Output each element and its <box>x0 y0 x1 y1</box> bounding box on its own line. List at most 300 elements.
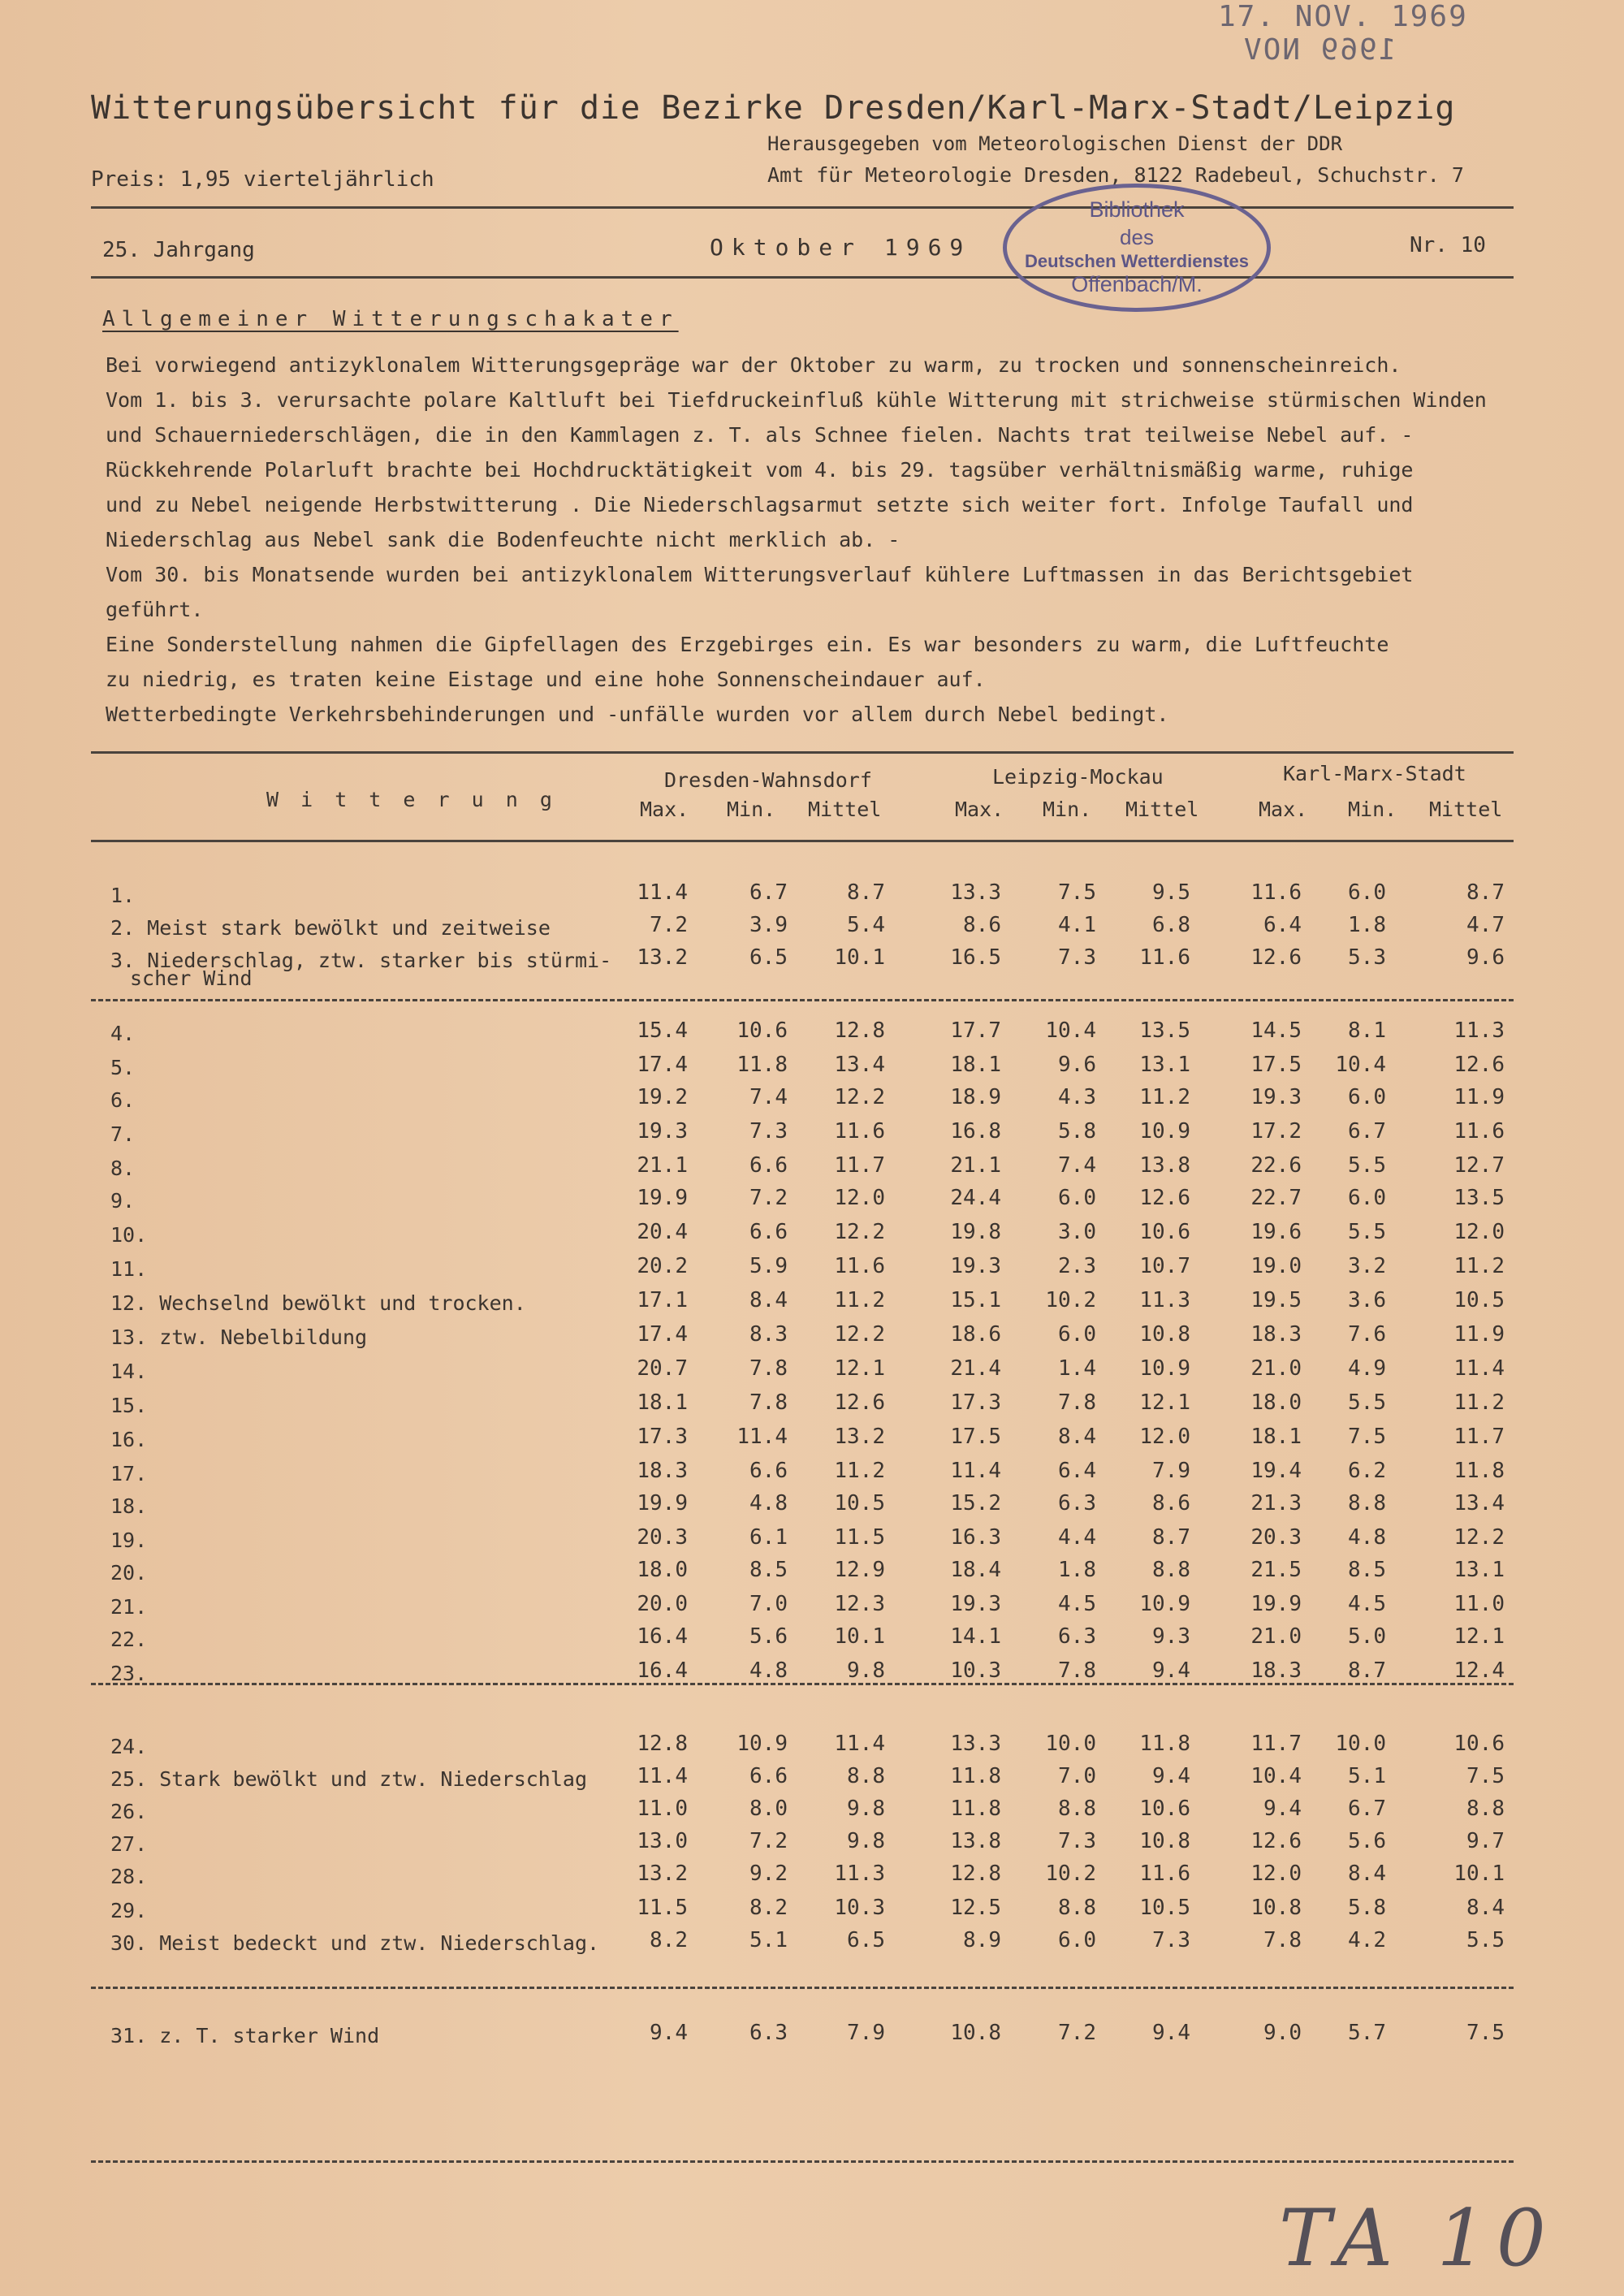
paragraph-line: Bei vorwiegend antizyklonalem Witterungsgepräge war der Oktober zu warm, zu trocken und sonnenscheinreich. <box>106 353 1402 377</box>
table-cell: 19.2 <box>637 1085 688 1109</box>
table-cell: 4.2 <box>1348 1928 1386 1952</box>
table-cell: 12.8 <box>950 1861 1001 1886</box>
subheader-min: Min. <box>1348 798 1397 821</box>
table-cell: 3.2 <box>1348 1254 1386 1278</box>
table-cell: 4.1 <box>1058 913 1096 937</box>
table-cell: 7.0 <box>1058 1764 1096 1788</box>
table-cell: 8.2 <box>650 1928 688 1952</box>
table-cell: 8.7 <box>1466 880 1505 905</box>
paragraph-line: geführt. <box>106 598 204 621</box>
table-cell: 8.2 <box>749 1896 788 1920</box>
table-cell: 10.2 <box>1045 1861 1096 1886</box>
volume-label: 25. Jahrgang <box>102 238 255 262</box>
table-cell: 8.6 <box>1152 1491 1190 1516</box>
table-cell: 9.8 <box>847 1658 885 1683</box>
table-cell: 7.9 <box>847 2021 885 2045</box>
table-cell: 7.8 <box>749 1390 788 1415</box>
table-cell: 10.6 <box>1139 1220 1190 1244</box>
table-cell: 15.4 <box>637 1018 688 1043</box>
day-number: 11. <box>110 1257 148 1281</box>
table-cell: 11.6 <box>834 1119 885 1144</box>
table-cell: 12.0 <box>834 1186 885 1210</box>
table-cell: 13.0 <box>637 1829 688 1853</box>
table-cell: 6.6 <box>749 1459 788 1483</box>
table-cell: 12.6 <box>834 1390 885 1415</box>
table-cell: 12.1 <box>834 1356 885 1381</box>
table-cell: 6.0 <box>1058 1928 1096 1952</box>
table-cell: 8.4 <box>749 1288 788 1312</box>
table-cell: 10.4 <box>1250 1764 1302 1788</box>
header-rule-top <box>91 206 1514 209</box>
table-end-divider <box>91 2160 1514 2163</box>
day-number: 14. <box>110 1360 148 1383</box>
paragraph-line: Vom 30. bis Monatsende wurden bei antizyklonalem Witterungsverlauf kühlere Luftmassen in das Berichtsgebiet <box>106 563 1414 586</box>
day-number: 9. <box>110 1189 136 1213</box>
table-cell: 13.1 <box>1139 1053 1190 1077</box>
table-cell: 17.5 <box>1250 1053 1302 1077</box>
table-cell: 7.2 <box>650 913 688 937</box>
paragraph-line: und zu Nebel neigende Herbstwitterung . Die Niederschlagsarmut setzte sich weiter fort. Infolge Taufall und <box>106 493 1414 517</box>
table-cell: 9.6 <box>1058 1053 1096 1077</box>
received-date-stamp <box>1218 0 1624 67</box>
summary-paragraph <box>106 348 1518 732</box>
table-cell: 21.4 <box>950 1356 1001 1381</box>
table-row-label <box>110 1223 147 1247</box>
table-cell: 19.3 <box>950 1254 1001 1278</box>
station-header-leipzig: Leipzig-Mockau <box>992 765 1164 789</box>
table-cell: 8.4 <box>1058 1425 1096 1449</box>
publisher-line: Herausgegeben vom Meteorologischen Dienst der DDR <box>767 132 1343 155</box>
table-cell: 17.2 <box>1250 1119 1302 1144</box>
table-cell: 6.0 <box>1348 1186 1386 1210</box>
table-cell: 12.0 <box>1250 1861 1302 1886</box>
office-address: Amt für Meteorologie Dresden, 8122 Radebeul, Schuchstr. 7 <box>767 163 1464 187</box>
table-cell: 7.5 <box>1466 1764 1505 1788</box>
table-cell: 10.5 <box>834 1491 885 1516</box>
table-cell: 7.2 <box>1058 2021 1096 2045</box>
table-cell: 4.7 <box>1466 913 1505 937</box>
table-cell: 11.9 <box>1453 1085 1505 1109</box>
subheader-max: Max. <box>955 798 1004 821</box>
table-cell: 18.0 <box>1250 1390 1302 1415</box>
table-cell: 21.0 <box>1250 1356 1302 1381</box>
handwritten-note: TA 10 <box>1279 2193 1556 2284</box>
table-cell: 18.4 <box>950 1558 1001 1582</box>
table-row-label <box>110 1529 147 1552</box>
table-cell: 11.6 <box>1139 1861 1190 1886</box>
table-row-label <box>110 1865 147 1888</box>
day-number: 16. <box>110 1428 148 1451</box>
table-cell: 9.8 <box>847 1797 885 1821</box>
table-cell: 18.6 <box>950 1322 1001 1347</box>
table-cell: 20.0 <box>637 1592 688 1616</box>
table-row-label <box>110 1767 587 1791</box>
table-cell: 2.3 <box>1058 1254 1096 1278</box>
table-cell: 12.6 <box>1250 1829 1302 1853</box>
weather-description: Wechselnd bewölkt und trocken. <box>159 1291 526 1315</box>
table-cell: 3.6 <box>1348 1288 1386 1312</box>
table-cell: 12.2 <box>834 1220 885 1244</box>
table-cell: 7.6 <box>1348 1322 1386 1347</box>
table-cell: 13.4 <box>1453 1491 1505 1516</box>
table-cell: 9.4 <box>1152 1764 1190 1788</box>
table-cell: 19.3 <box>1250 1085 1302 1109</box>
table-cell: 8.1 <box>1348 1018 1386 1043</box>
table-cell: 13.5 <box>1139 1018 1190 1043</box>
table-cell: 7.2 <box>749 1186 788 1210</box>
table-cell: 17.7 <box>950 1018 1001 1043</box>
table-cell: 18.9 <box>950 1085 1001 1109</box>
table-cell: 17.1 <box>637 1288 688 1312</box>
table-cell: 11.2 <box>1453 1390 1505 1415</box>
table-cell: 21.5 <box>1250 1558 1302 1582</box>
table-cell: 6.6 <box>749 1220 788 1244</box>
table-row-label <box>110 1800 147 1823</box>
table-cell: 6.0 <box>1058 1322 1096 1347</box>
table-row-label <box>110 1157 135 1180</box>
table-row-label <box>110 1291 526 1315</box>
table-cell: 10.3 <box>950 1658 1001 1683</box>
table-cell: 8.6 <box>963 913 1001 937</box>
table-cell: 10.9 <box>1139 1592 1190 1616</box>
table-cell: 10.6 <box>736 1018 788 1043</box>
table-cell: 11.5 <box>637 1896 688 1920</box>
table-cell: 19.3 <box>950 1592 1001 1616</box>
period-divider-3 <box>91 1987 1514 1989</box>
table-cell: 13.5 <box>1453 1186 1505 1210</box>
table-row-label <box>110 1832 147 1856</box>
table-cell: 6.7 <box>1348 1119 1386 1144</box>
table-cell: 11.8 <box>950 1764 1001 1788</box>
table-cell: 9.6 <box>1466 945 1505 970</box>
table-cell: 8.4 <box>1348 1861 1386 1886</box>
subheader-min: Min. <box>1043 798 1092 821</box>
table-cell: 6.7 <box>749 880 788 905</box>
table-cell: 11.4 <box>834 1732 885 1756</box>
table-cell: 10.1 <box>834 1624 885 1649</box>
table-cell: 7.4 <box>749 1085 788 1109</box>
table-cell: 10.9 <box>1139 1356 1190 1381</box>
table-cell: 10.3 <box>834 1896 885 1920</box>
table-cell: 6.3 <box>1058 1491 1096 1516</box>
table-cell: 20.7 <box>637 1356 688 1381</box>
table-cell: 9.4 <box>1152 2021 1190 2045</box>
table-cell: 6.4 <box>1263 913 1302 937</box>
table-cell: 7.3 <box>1152 1928 1190 1952</box>
table-cell: 11.3 <box>834 1861 885 1886</box>
table-cell: 18.1 <box>637 1390 688 1415</box>
day-number: 10. <box>110 1223 148 1247</box>
table-cell: 11.6 <box>834 1254 885 1278</box>
table-cell: 4.8 <box>749 1658 788 1683</box>
table-row-label <box>110 1088 135 1112</box>
table-cell: 10.4 <box>1335 1053 1386 1077</box>
table-row-label <box>110 2024 379 2047</box>
day-number: 18. <box>110 1494 148 1518</box>
table-cell: 19.8 <box>950 1220 1001 1244</box>
table-cell: 7.5 <box>1348 1425 1386 1449</box>
table-cell: 11.8 <box>1453 1459 1505 1483</box>
table-cell: 7.3 <box>749 1119 788 1144</box>
table-cell: 6.5 <box>749 945 788 970</box>
table-cell: 9.4 <box>1152 1658 1190 1683</box>
day-number: 28. <box>110 1865 148 1888</box>
table-cell: 6.8 <box>1152 913 1190 937</box>
table-cell: 5.5 <box>1348 1220 1386 1244</box>
price-line: Preis: 1,95 vierteljährlich <box>91 167 434 192</box>
table-cell: 17.3 <box>637 1425 688 1449</box>
table-cell: 6.1 <box>749 1525 788 1550</box>
table-cell: 8.8 <box>1058 1797 1096 1821</box>
table-cell: 12.2 <box>834 1322 885 1347</box>
table-cell: 12.1 <box>1139 1390 1190 1415</box>
subheader-mittel: Mittel <box>1429 798 1503 821</box>
paragraph-line: Eine Sonderstellung nahmen die Gipfellagen des Erzgebirges ein. Es war besonders zu warm, die Luftfeuchte <box>106 633 1389 656</box>
table-row-label <box>110 1931 599 1955</box>
table-cell: 9.4 <box>650 2021 688 2045</box>
table-cell: 10.1 <box>834 945 885 970</box>
table-cell: 10.8 <box>1139 1829 1190 1853</box>
table-cell: 8.8 <box>1466 1797 1505 1821</box>
table-row-label <box>110 1122 135 1146</box>
table-row-label <box>110 1899 147 1922</box>
table-cell: 12.8 <box>637 1732 688 1756</box>
table-cell: 16.5 <box>950 945 1001 970</box>
day-number: 17. <box>110 1462 148 1485</box>
table-cell: 11.6 <box>1453 1119 1505 1144</box>
station-header-dresden: Dresden-Wahnsdorf <box>664 768 872 792</box>
day-number: 7. <box>110 1122 136 1146</box>
table-cell: 4.8 <box>1348 1525 1386 1550</box>
table-cell: 4.5 <box>1058 1592 1096 1616</box>
weather-description-continued: scher Wind <box>130 966 253 990</box>
table-cell: 13.2 <box>637 945 688 970</box>
table-cell: 11.6 <box>1250 880 1302 905</box>
table-row-label <box>110 1056 135 1079</box>
table-cell: 13.2 <box>637 1861 688 1886</box>
table-cell: 11.4 <box>637 1764 688 1788</box>
table-cell: 6.3 <box>749 2021 788 2045</box>
library-stamp-line2: des <box>1120 225 1154 249</box>
day-number: 8. <box>110 1157 136 1180</box>
table-row-label <box>110 1735 147 1758</box>
table-cell: 8.0 <box>749 1797 788 1821</box>
weather-description: Stark bewölkt und ztw. Niederschlag <box>159 1767 588 1791</box>
table-cell: 11.2 <box>834 1288 885 1312</box>
table-cell: 8.8 <box>1152 1558 1190 1582</box>
table-cell: 10.8 <box>1139 1322 1190 1347</box>
paragraph-line: Niederschlag aus Nebel sank die Bodenfeuchte nicht merklich ab. - <box>106 528 901 551</box>
table-cell: 8.8 <box>847 1764 885 1788</box>
day-number: 30. <box>110 1931 148 1955</box>
table-cell: 12.7 <box>1453 1153 1505 1178</box>
table-cell: 5.5 <box>1348 1153 1386 1178</box>
table-cell: 21.1 <box>637 1153 688 1178</box>
table-cell: 4.8 <box>749 1491 788 1516</box>
paragraph-line: Rückkehrende Polarluft brachte bei Hochdrucktätigkeit vom 4. bis 29. tagsüber verhältnismäßig warme, ruhige <box>106 458 1414 482</box>
table-cell: 11.8 <box>1139 1732 1190 1756</box>
weather-description: ztw. Nebelbildung <box>159 1325 368 1349</box>
table-cell: 3.0 <box>1058 1220 1096 1244</box>
table-cell: 6.7 <box>1348 1797 1386 1821</box>
table-cell: 11.0 <box>637 1797 688 1821</box>
table-cell: 24.4 <box>950 1186 1001 1210</box>
table-cell: 11.4 <box>1453 1356 1505 1381</box>
table-cell: 5.8 <box>1348 1896 1386 1920</box>
table-cell: 10.9 <box>736 1732 788 1756</box>
table-row-label <box>110 1394 147 1417</box>
library-stamp-line1: Bibliothek <box>1089 197 1185 222</box>
table-cell: 20.3 <box>1250 1525 1302 1550</box>
table-cell: 12.5 <box>950 1896 1001 1920</box>
library-stamp-line4: Offenbach/M. <box>1071 272 1203 296</box>
table-cell: 18.3 <box>637 1459 688 1483</box>
table-cell: 11.5 <box>834 1525 885 1550</box>
day-number: 27. <box>110 1832 148 1856</box>
table-cell: 9.0 <box>1263 2021 1302 2045</box>
table-cell: 19.3 <box>637 1119 688 1144</box>
weather-column-header: W i t t e r u n g <box>266 788 557 811</box>
table-cell: 5.5 <box>1466 1928 1505 1952</box>
table-cell: 20.4 <box>637 1220 688 1244</box>
station-header-karl-marx-stadt: Karl-Marx-Stadt <box>1283 762 1466 785</box>
table-cell: 12.0 <box>1453 1220 1505 1244</box>
table-row-label <box>110 1628 147 1651</box>
table-cell: 8.3 <box>749 1322 788 1347</box>
table-cell: 7.5 <box>1466 2021 1505 2045</box>
table-cell: 4.4 <box>1058 1525 1096 1550</box>
table-cell: 7.2 <box>749 1829 788 1853</box>
table-cell: 19.6 <box>1250 1220 1302 1244</box>
table-cell: 12.4 <box>1453 1658 1505 1683</box>
table-cell: 10.1 <box>1453 1861 1505 1886</box>
table-cell: 19.9 <box>637 1186 688 1210</box>
table-row-label <box>110 1662 147 1685</box>
table-cell: 11.7 <box>1250 1732 1302 1756</box>
table-cell: 21.1 <box>950 1153 1001 1178</box>
table-cell: 21.0 <box>1250 1624 1302 1649</box>
table-cell: 18.1 <box>950 1053 1001 1077</box>
table-cell: 11.3 <box>1453 1018 1505 1043</box>
table-cell: 7.5 <box>1058 880 1096 905</box>
table-cell: 11.0 <box>1453 1592 1505 1616</box>
table-row-label <box>110 1561 147 1585</box>
table-cell: 8.7 <box>847 880 885 905</box>
table-cell: 10.9 <box>1139 1119 1190 1144</box>
period-divider-2 <box>91 1683 1514 1685</box>
table-cell: 8.5 <box>749 1558 788 1582</box>
day-number: 29. <box>110 1899 148 1922</box>
library-stamp <box>1003 184 1271 312</box>
table-cell: 9.4 <box>1263 1797 1302 1821</box>
table-cell: 10.2 <box>1045 1288 1096 1312</box>
table-cell: 5.1 <box>1348 1764 1386 1788</box>
table-cell: 19.0 <box>1250 1254 1302 1278</box>
day-number: 22. <box>110 1628 148 1651</box>
table-cell: 14.1 <box>950 1624 1001 1649</box>
table-cell: 13.8 <box>950 1829 1001 1853</box>
paragraph-line: zu niedrig, es traten keine Eistage und eine hohe Sonnenscheindauer auf. <box>106 668 986 691</box>
table-cell: 7.8 <box>749 1356 788 1381</box>
table-cell: 12.6 <box>1453 1053 1505 1077</box>
table-cell: 6.3 <box>1058 1624 1096 1649</box>
table-cell: 8.5 <box>1348 1558 1386 1582</box>
table-cell: 17.5 <box>950 1425 1001 1449</box>
day-number: 20. <box>110 1561 148 1585</box>
table-row-label <box>110 1494 147 1518</box>
table-cell: 16.8 <box>950 1119 1001 1144</box>
table-cell: 9.3 <box>1152 1624 1190 1649</box>
table-cell: 8.4 <box>1466 1896 1505 1920</box>
weather-description: z. T. starker Wind <box>159 2024 380 2047</box>
day-number: 5. <box>110 1056 136 1079</box>
day-number: 1. <box>110 884 136 907</box>
table-cell: 19.4 <box>1250 1459 1302 1483</box>
table-cell: 13.4 <box>834 1053 885 1077</box>
subheader-max: Max. <box>640 798 689 821</box>
table-cell: 6.6 <box>749 1153 788 1178</box>
table-cell: 7.4 <box>1058 1153 1096 1178</box>
table-cell: 10.0 <box>1335 1732 1386 1756</box>
table-cell: 19.9 <box>637 1491 688 1516</box>
table-cell: 5.9 <box>749 1254 788 1278</box>
table-cell: 7.8 <box>1058 1390 1096 1415</box>
subheader-mittel: Mittel <box>808 798 882 821</box>
table-cell: 11.2 <box>834 1459 885 1483</box>
day-number: 4. <box>110 1022 136 1045</box>
table-cell: 4.9 <box>1348 1356 1386 1381</box>
table-cell: 16.4 <box>637 1658 688 1683</box>
table-row-label <box>110 1360 147 1383</box>
table-cell: 3.9 <box>749 913 788 937</box>
table-cell: 22.7 <box>1250 1186 1302 1210</box>
header-rule-bottom <box>91 276 1514 279</box>
table-cell: 13.8 <box>1139 1153 1190 1178</box>
table-cell: 10.5 <box>1453 1288 1505 1312</box>
day-number: 6. <box>110 1088 136 1112</box>
day-number: 19. <box>110 1529 148 1552</box>
section-heading: Allgemeiner Witterungschakater <box>102 307 679 331</box>
table-cell: 5.8 <box>1058 1119 1096 1144</box>
table-cell: 6.5 <box>847 1928 885 1952</box>
table-cell: 11.2 <box>1139 1085 1190 1109</box>
table-cell: 11.2 <box>1453 1254 1505 1278</box>
day-number: 12. <box>110 1291 148 1315</box>
table-cell: 5.5 <box>1348 1390 1386 1415</box>
table-cell: 9.5 <box>1152 880 1190 905</box>
table-cell: 12.6 <box>1250 945 1302 970</box>
table-cell: 6.2 <box>1348 1459 1386 1483</box>
table-cell: 11.4 <box>736 1425 788 1449</box>
received-date-text: 17. NOV. 1969 <box>1218 0 1468 33</box>
table-cell: 10.6 <box>1139 1797 1190 1821</box>
table-cell: 16.4 <box>637 1624 688 1649</box>
table-cell: 5.3 <box>1348 945 1386 970</box>
table-cell: 13.2 <box>834 1425 885 1449</box>
paragraph-line: und Schauerniederschlägen, die in den Kammlagen z. T. als Schnee fielen. Nachts trat teilweise Nebel auf. - <box>106 423 1414 447</box>
table-rule-subheader <box>91 840 1514 842</box>
table-cell: 17.4 <box>637 1322 688 1347</box>
day-number: 2. <box>110 916 136 940</box>
table-cell: 1.4 <box>1058 1356 1096 1381</box>
table-row-label <box>110 1189 135 1213</box>
table-cell: 8.8 <box>1348 1491 1386 1516</box>
table-cell: 18.3 <box>1250 1322 1302 1347</box>
day-number: 3. <box>110 949 136 972</box>
table-cell: 11.8 <box>950 1797 1001 1821</box>
table-cell: 11.8 <box>736 1053 788 1077</box>
table-cell: 20.2 <box>637 1254 688 1278</box>
